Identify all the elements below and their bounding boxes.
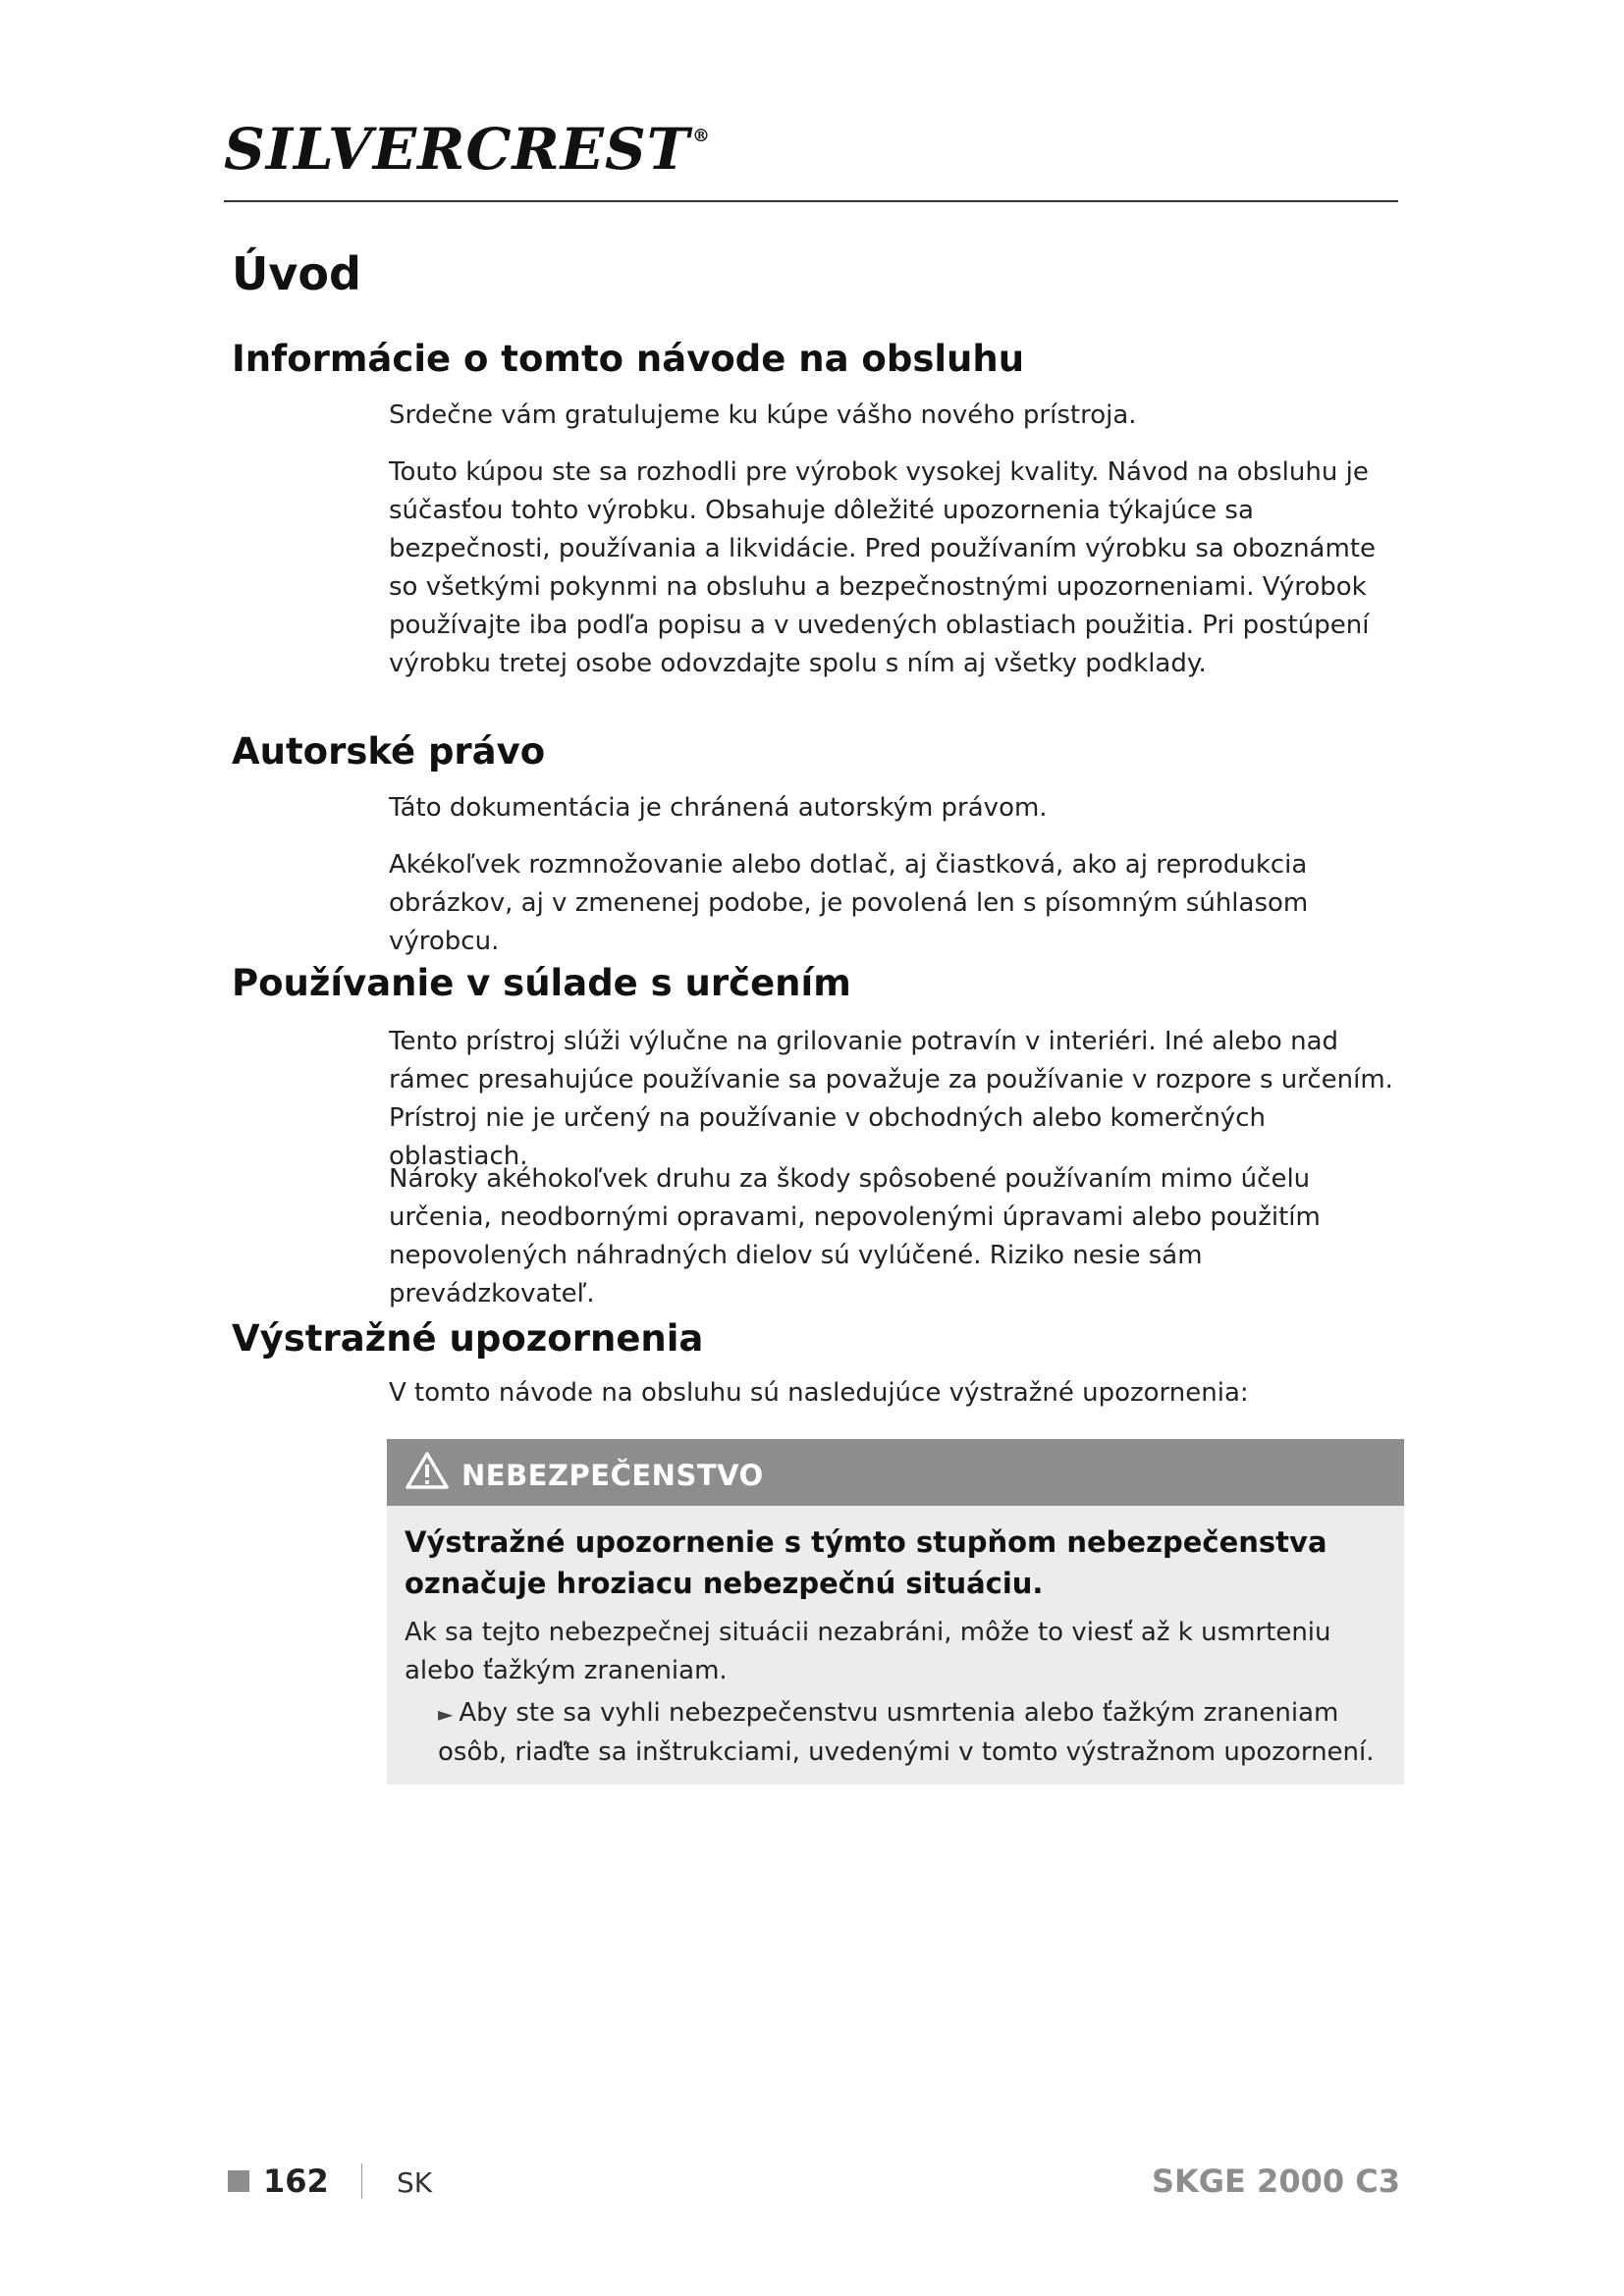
footer-square-marker xyxy=(228,2170,249,2192)
danger-warning-box xyxy=(387,1439,1404,1785)
section-paragraph: Tento prístroj slúži výlučne na grilovanie potravín v interiéri. Iné alebo nad rámec presahujúce používanie sa považuje za používanie v rozpore s určením. Prístroj nie je určený na používanie v obchodných alebo komerčných oblastiach. xyxy=(389,1027,1393,1171)
section-heading-copyright: Autorské právo xyxy=(232,730,546,773)
danger-warning-instruction xyxy=(438,1694,1400,1772)
section-paragraph: Táto dokumentácia je chránená autorským právom. xyxy=(389,793,1048,823)
brand-name: SILVERCREST xyxy=(224,116,690,183)
danger-warning-consequence: Ak sa tejto nebezpečnej situácii nezabráni, môže to viesť až k usmrteniu alebo ťažkým zraneniam. xyxy=(405,1618,1331,1685)
page-number: 162 xyxy=(263,2163,329,2200)
section-paragraph: Srdečne vám gratulujeme ku kúpe vášho nového prístroja. xyxy=(389,400,1137,430)
section-paragraph: Akékoľvek rozmnožovanie alebo dotlač, aj čiastková, ako aj reprodukcia obrázkov, aj v zmenenej podobe, je povolená len s písomným súhlasom výrobcu. xyxy=(389,850,1309,956)
section-heading-info: Informácie o tomto návode na obsluhu xyxy=(232,338,1025,380)
danger-warning-header xyxy=(387,1439,1404,1506)
footer-model: SKGE 2000 C3 xyxy=(1151,2163,1400,2200)
brand-logo xyxy=(224,116,711,183)
bullet-arrow-icon: ► xyxy=(438,1702,454,1726)
footer-separator xyxy=(361,2163,362,2199)
warning-triangle-icon xyxy=(405,1451,450,1490)
danger-warning-instruction-text: Aby ste sa vyhli nebezpečenstvu usmrtenia alebo ťažkým zraneniam osôb, riaďte sa inštrukciami, uvedenými v tomto výstražnom upozornení. xyxy=(438,1698,1375,1767)
danger-warning-definition: Výstražné upozornenie s týmto stupňom nebezpečenstva označuje hroziacu nebezpečnú situáciu. xyxy=(405,1525,1327,1600)
danger-warning-title: NEBEZPEČENSTVO xyxy=(461,1459,764,1492)
page-title: Úvod xyxy=(232,247,361,300)
section-paragraph: Nároky akéhokoľvek druhu za škody spôsobené používaním mimo účelu určenia, neodbornými opravami, nepovolenými úpravami alebo použitím nepovolených náhradných dielov sú vylúčené. Riziko nesie sám prevádzkovateľ. xyxy=(389,1164,1321,1308)
footer-language: SK xyxy=(397,2166,433,2199)
brand-reg-mark: ® xyxy=(691,126,711,146)
section-paragraph: V tomto návode na obsluhu sú nasledujúce výstražné upozornenia: xyxy=(389,1378,1249,1408)
header-rule xyxy=(224,200,1398,202)
section-heading-intended-use: Používanie v súlade s určením xyxy=(232,962,851,1004)
section-heading-warnings: Výstražné upozornenia xyxy=(232,1317,704,1360)
section-paragraph: Touto kúpou ste sa rozhodli pre výrobok vysokej kvality. Návod na obsluhu je súčasťou tohto výrobku. Obsahuje dôležité upozornenia týkajúce sa bezpečnosti, používania a likvidácie. Pred používaním výrobku sa oboznámte so všetkými pokynmi na obsluhu a bezpečnostnými upozorneniami. Výrobok používajte iba podľa popisu a v uvedených oblastiach použitia. Pri postúpení výrobku tretej osobe odovzdajte spolu s ním aj všetky podklady. xyxy=(389,457,1377,678)
